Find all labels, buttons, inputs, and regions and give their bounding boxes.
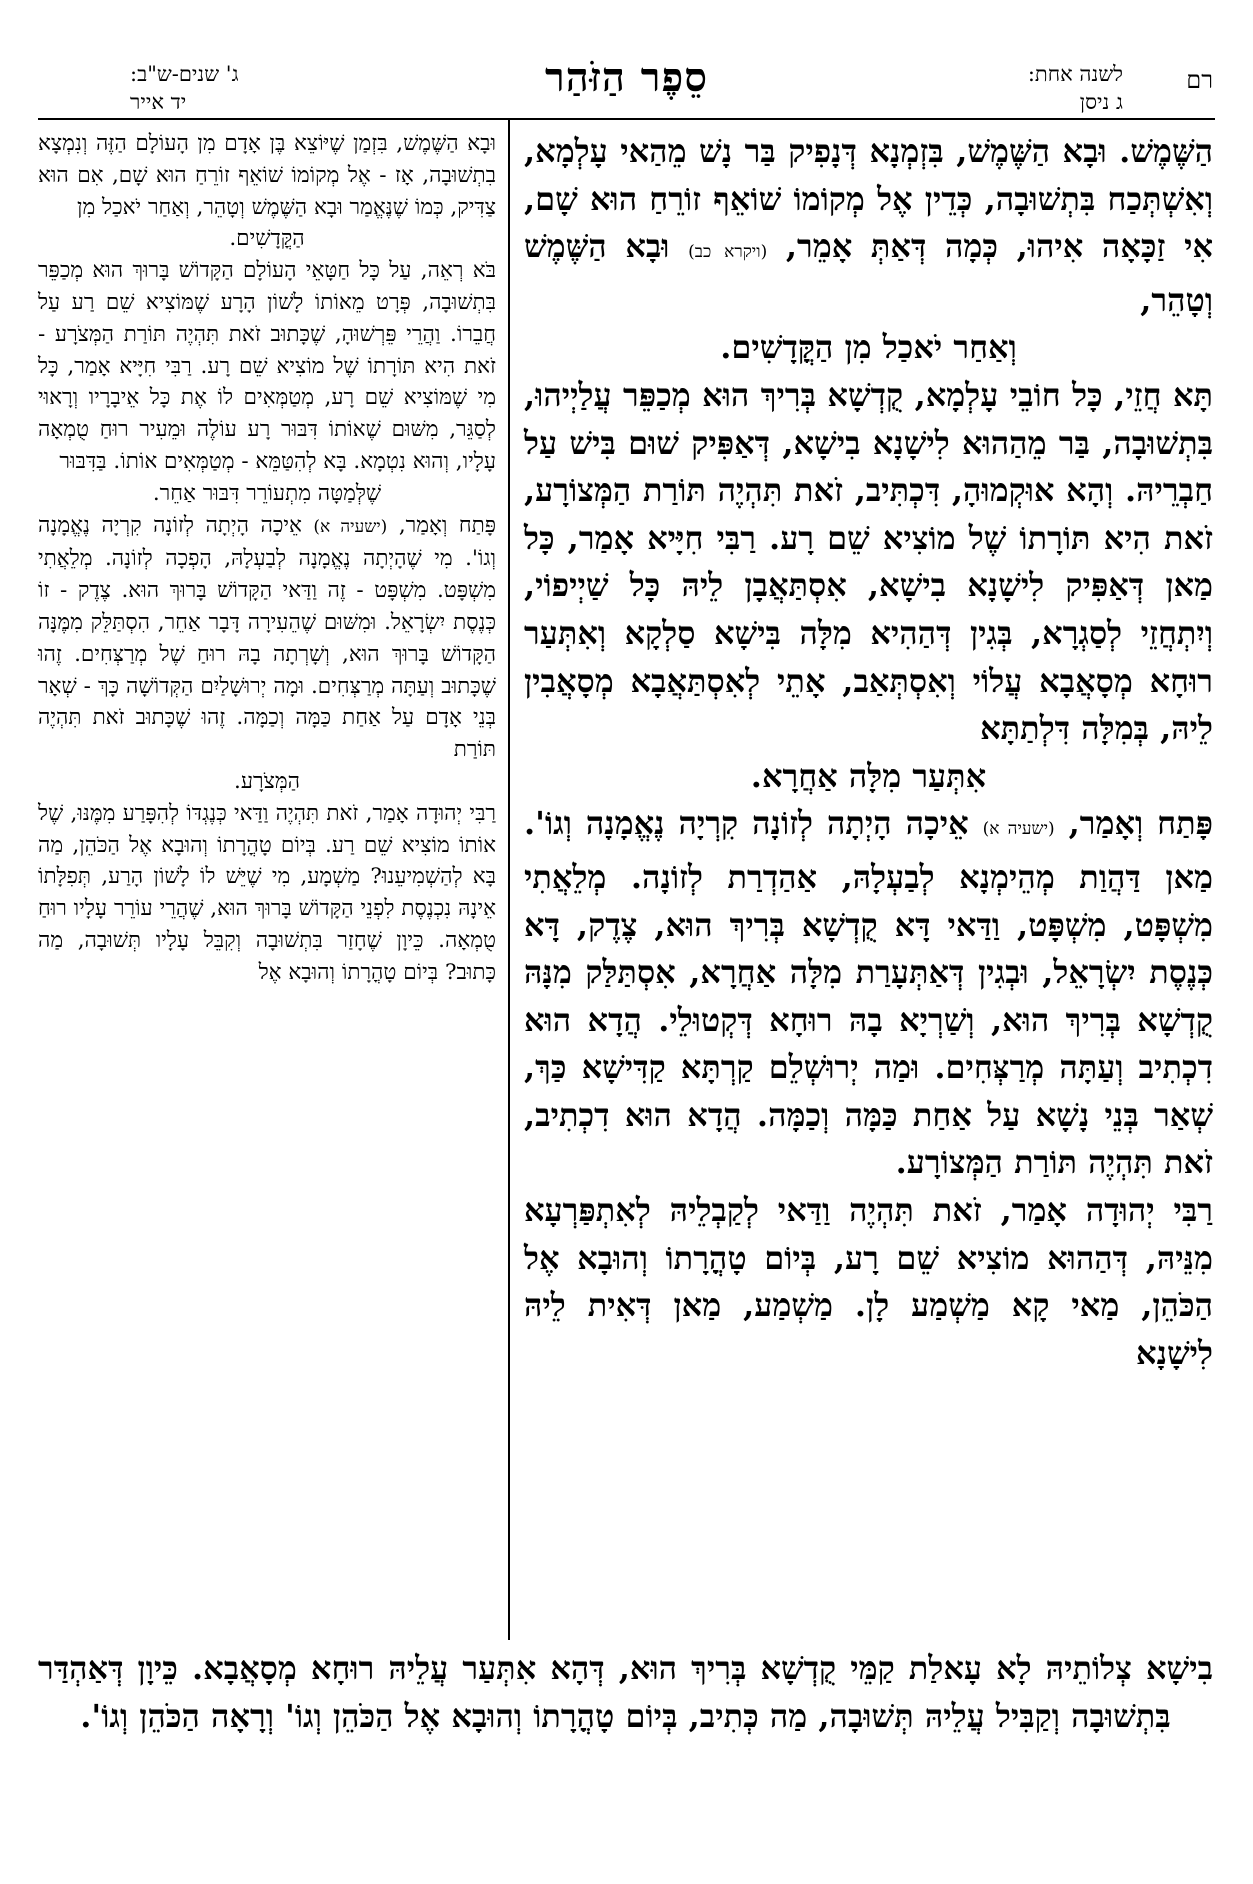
aramaic-paragraph-1-end: וְאַחַר יֹאכַל מִן הַקֳּדָשִׁים. [720,328,1017,367]
aramaic-tail: בִישָׁא צְלוֹתֵיהּ לָא עָאלַת קַמֵּי קֻדְשָׁא בְּרִיךְ הוּא, דְּהָא אִתְּעַר עֲלֵיהּ רוּחָא מְסָאֲבָא. כֵּיוָן דְּאַהְדַּר בִּתְשׁוּבָה וְקַבִּיל עֲלֵיהּ תְּשׁוּבָה, מַה כְּתִיב, בְּיוֹם טָהֳרָתוֹ וְהוּבָא אֶל הַכֹּהֵן וְגוֹ' וְרָאָה הַכֹּהֵן וְגוֹ'. [38,1649,1213,1735]
translation-paragraph-1: וּבָא הַשֶּׁמֶשׁ, בִּזְמַן שֶׁיּוֹצֵא בֶּן אָדָם מִן הָעוֹלָם הַזֶּה וְנִמְצָא בִתְשׁוּבָה, אָז - אֶל מְקוֹמוֹ שׁוֹאֵף זוֹרֵחַ הוּא שָׁם, אִם הוּא צַדִּיק, כְּמוֹ שֶׁנֶּאֱמַר וּבָא הַשֶּׁמֶשׁ וְטָהֵר, וְאַחַר יֹאכַל מִן [38,131,496,220]
header-reading-schedule-three-year [130,60,420,116]
column-divider [508,120,510,1640]
translation-paragraph-1-end: הַקֳּדָשִׁים. [229,226,305,252]
translation-paragraph-2-end: שֶׁלְּמַטָּה מִתְעוֹרֵר דִּבּוּר אַחֵר. [152,480,382,506]
schedule-one-year-label: לשנה אחת: [1027,62,1123,86]
schedule-three-year-date: יד אייר [130,90,187,114]
verse-reference: (ויקרא כב) [688,242,768,263]
translation-paragraph-4: רַבִּי יְהוּדָה אָמַר, זֹאת תִּהְיֶה וַדַּאי כְּנֶגְדּוֹ לְהִפָּרַע מִמֶּנּוּ, שֶׁל אוֹתוֹ מוֹצִיא שֵׁם רַע. בְּיוֹם טָהֳרָתוֹ וְהוּבָא אֶל הַכֹּהֵן, מַה בָּא לְהַשְׁמִיעֵנוּ? מַשְׁמָע, מִי שֶׁיֵּשׁ לוֹ לָשׁוֹן הָרַע, תְּפִלָּתוֹ אֵינָהּ נִכְנֶסֶת לִפְנֵי הַקָּדוֹשׁ בָּרוּךְ הוּא, שֶׁהֲרֵי עוֹרֵר עָלָיו רוּחַ טֻמְאָה. כֵּיוָן שֶׁחָזַר בִּתְשׁוּבָה וְקִבֵּל עָלָיו תְּשׁוּבָה, מַה כָּתוּב? בְּיוֹם טָהֳרָתוֹ וְהוּבָא אֶל [38,800,496,985]
translation-column [38,128,496,989]
header-rule [38,118,1215,120]
translation-paragraph-3-end: הַמְּצֹרָע. [234,768,300,794]
page-number: רם [1186,66,1213,94]
schedule-one-year-date: ג ניסן [1079,90,1123,114]
aramaic-paragraph-3: פָּתַח וְאָמַר, (ישעיה א) אֵיכָה הָיְתָה לְזוֹנָה קִרְיָה נֶאֱמָנָה וְגוֹ'. מַאן דַּהֲוַת מְהֵימְנָא לְבַעְלָהּ, אַהַדְרַת לְזוֹנָה. מְלֵאֲתִי מִשְׁפָּט, מִשְׁפָּט, וַדַּאי דָּא קֻדְשָׁא בְּרִיךְ הוּא, צֶדֶק, דָּא כְּנֶסֶת יִשְׂרָאֵל, וּבְגִין דְּאַתְּעָרַת מִלָּה אַחֲרָא, אִסְתַּלַּק מִנָּהּ קֻדְשָׁא בְּרִיךְ הוּא, וְשַׁרְיָא בָהּ רוּחָא דְּקְטוּלֵי. הֲדָא הוּא דִכְתִיב וְעַתָּה מְרַצְּחִים. וּמַה יְרוּשְׁלֵם קַרְתָּא קַדִּישָׁא כַּךְ, שְׁאַר בְּנֵי נָשָׁא עַל אַחַת כַּמָּה וְכַמָּה. הֲדָא הוּא דִכְתִיב, זֹאת תִּהְיֶה תּוֹרַת הַמְּצוֹרָע. [524,804,1214,1182]
aramaic-paragraph-4: רַבִּי יְהוּדָה אָמַר, זֹאת תִּהְיֶה וַדַּאי לְקַבְלֵיהּ לְאִתְפַּרְעָא מִנֵּיהּ, דְּהַהוּא מוֹצִיא שֵׁם רָע, בְּיוֹם טָהֳרָתוֹ וְהוּבָא אֶל הַכֹּהֵן, מַאי קָא מַשְׁמַע לָן. מַשְׁמַע, מַאן דְּאִית לֵיהּ לִישָׁנָא [524,1191,1213,1372]
aramaic-full-width-ending [38,1645,1213,1740]
translation-paragraph-3: פָּתַח וְאָמַר, (ישעיה א) אֵיכָה הָיְתָה לְזוֹנָה קִרְיָה נֶאֱמָנָה וְגוֹ'. מִי שֶׁהָיְתָה נֶאֱמָנָה לְבַעְלָהּ, הָפְכָה לְזוֹנָה. מְלֵאֲתִי מִשְׁפָּט. מִשְׁפָּט - זֶה וַדַּאי הַקָּדוֹשׁ בָּרוּךְ הוּא. צֶדֶק - זוֹ כְּנֶסֶת יִשְׂרָאֵל. וּמִשּׁוּם שֶׁהֵעִירָה דָּבָר אַחֵר, הִסְתַּלֵּק מִמֶּנָּה הַקָּדוֹשׁ בָּרוּךְ הוּא, וְשָׁרְתָה בָהּ רוּחַ שֶׁל מְרַצְּחִים. זֶהוּ שֶׁכָּתוּב וְעַתָּה מְרַצְּחִים. וּמָה יְרוּשָׁלַיִם הַקְּדוֹשָׁה כָּךְ - שְׁאָר בְּנֵי אָדָם עַל אַחַת כַּמָּה וְכַמָּה. זֶהוּ שֶׁכָּתוּב זֹאת תִּהְיֶה תּוֹרַת [38,512,496,763]
aramaic-paragraph-2-end: אִתְּעַר מִלָּה אַחֲרָא. [750,756,987,795]
aramaic-paragraph-2: תָּא חֲזֵי, כָּל חוֹבֵי עָלְמָא, קֻדְשָׁא בְּרִיךְ הוּא מְכַפֵּר עֲלַיְיהוּ, בִּתְשׁוּבָה, בַּר מֵהַהוּא לִישָׁנָא בִישָׁא, דְּאַפִּיק שׁוּם בִּישׁ עַל חַבְרֵיהּ. וְהָא אוּקְמוּהָ, דִּכְתִּיב, זֹאת תִּהְיֶה תּוֹרַת הַמְּצוֹרָע, זֹאת הִיא תּוֹרָתוֹ שֶׁל מוֹצִיא שֵׁם רָע. רַבִּי חִיָּיא אָמַר, כָּל מַאן דְּאַפִּיק לִישָׁנָא בִישָׁא, אִסְתַּאֲבָן לֵיהּ כָּל שַׁיְיפוֹי, וְיִתְחֲזֵי לְסַגְרָא, בְּגִין דְּהַהִיא מִלָּה בִּישָׁא סַלְקָא וְאִתְּעַר רוּחָא מְסָאֲבָא עֲלוֹי וְאִסְתְּאַב, אָתֵי לְאִסְתַּאֲבָא מְסָאֲבִין לֵיהּ, בְּמִלָּה דִּלְתַתָּא [524,375,1214,748]
aramaic-paragraph-1: הַשֶּׁמֶשׁ. וּבָא הַשֶּׁמֶשׁ, בִּזְמְנָא דְּנָפִיק בַּר נָשׁ מֵהַאי עָלְמָא, וְאִשְׁתְּכַח בִּתְשׁוּבָה, כְּדֵין אֶל מְקוֹמוֹ שׁוֹאֵף זוֹרֵחַ הוּא שָׁם, אִי זַכָּאָה אִיהוּ, כְּמָה דְּאַתְּ אָמֵר, (ויקרא כב) וּבָא הַשֶּׁמֶשׁ וְטָהֵר, [524,132,1214,319]
aramaic-column [524,128,1213,1377]
verse-reference: (ישעיה א) [313,516,388,537]
verse-reference: (ישעיה א) [982,819,1055,840]
schedule-three-year-label: ג' שנים-ש"ב: [130,62,239,86]
translation-paragraph-2: בֹּא רְאֵה, עַל כָּל חַטָּאֵי הָעוֹלָם הַקָּדוֹשׁ בָּרוּךְ הוּא מְכַפֵּר בִּתְשׁוּבָה, פְּרָט מֵאוֹתוֹ לָשׁוֹן הָרָע שֶׁמּוֹצִיא שֵׁם רַע עַל חֲבֵרוֹ. וַהֲרֵי פֵּרְשׁוּהָ, שֶׁכָּתוּב זֹאת תִּהְיֶה תּוֹרַת הַמְּצֹרָע - זֹאת הִיא תּוֹרָתוֹ שֶׁל מוֹצִיא שֵׁם רָע. רַבִּי חִיָּיא אָמַר, כָּל מִי שֶׁמּוֹצִיא שֵׁם רָע, מְטַמְּאִים לוֹ אֶת כָּל אֵיבָרָיו וְרָאוּי לְסַגֵּר, מִשּׁוּם שֶׁאוֹתוֹ דִּבּוּר רָע עוֹלֶה וּמֵעִיר רוּחַ טֻמְאָה עָלָיו, וְהוּא נִטְמָא. בָּא לְהִטַּמֵּא - מְטַמְּאִים אוֹתוֹ. בַּדִּבּוּר [38,258,496,474]
book-title: סֵפֶר הַזֹּהַר [545,54,708,101]
